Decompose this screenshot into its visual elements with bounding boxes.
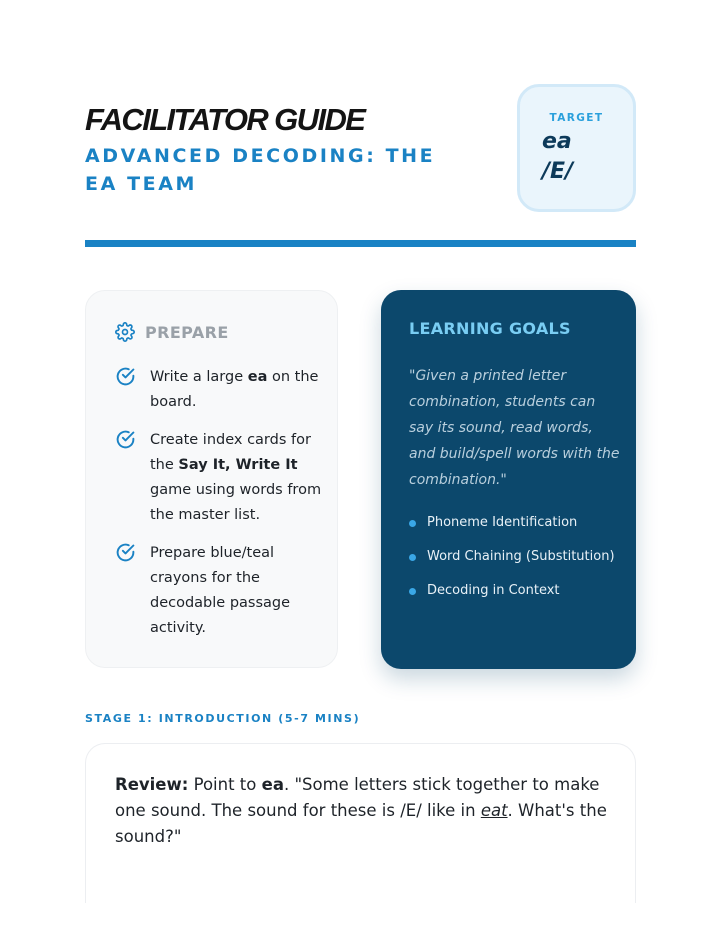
gear-icon xyxy=(115,322,135,342)
header-divider xyxy=(85,240,636,247)
goal-item xyxy=(409,512,619,534)
learning-goals-card xyxy=(381,290,636,669)
header xyxy=(85,84,636,214)
prepare-item-text: Write a large ea on the board. xyxy=(150,369,319,410)
prepare-title: PREPARE xyxy=(145,322,229,342)
goal-item-text: Phoneme Identification xyxy=(427,515,578,530)
prepare-item-text: Prepare blue/teal crayons for the decodable passage activity. xyxy=(150,545,291,636)
goal-item-text: Decoding in Context xyxy=(427,583,560,598)
check-circle-icon xyxy=(115,429,136,450)
target-label: TARGET xyxy=(549,112,604,124)
learning-goals-list xyxy=(409,512,619,614)
target-grapheme: ea xyxy=(542,129,572,154)
stage-1-card xyxy=(85,743,636,903)
review-text: Review: Point to ea. "Some letters stick together to make one sound. The sound for these is /E/ like in eat. What's the sound?" xyxy=(115,775,607,846)
prepare-list xyxy=(115,365,325,654)
goal-item xyxy=(409,546,619,568)
goal-item-text: Word Chaining (Substitution) xyxy=(427,549,615,564)
goal-item xyxy=(409,580,619,602)
stage-1-label: STAGE 1: INTRODUCTION (5-7 MINS) xyxy=(85,712,361,725)
bullet-dot-icon xyxy=(409,554,416,561)
bullet-dot-icon xyxy=(409,588,416,595)
prepare-item-text: Create index cards for the Say It, Write It game using words from the master list. xyxy=(150,432,322,523)
prepare-item xyxy=(115,428,325,528)
prepare-item xyxy=(115,541,325,641)
target-card xyxy=(517,84,636,212)
bullet-dot-icon xyxy=(409,520,416,527)
prepare-item xyxy=(115,365,325,415)
learning-goals-title: LEARNING GOALS xyxy=(409,319,571,338)
page-title: FACILITATOR GUIDE xyxy=(85,102,365,137)
prepare-card xyxy=(85,290,338,668)
page-subtitle: ADVANCED DECODING: THE EA TEAM xyxy=(85,145,436,195)
check-circle-icon xyxy=(115,366,136,387)
check-circle-icon xyxy=(115,542,136,563)
learning-goals-quote: "Given a printed letter combination, students can say its sound, read words, and build/spell words with the combination." xyxy=(409,368,620,488)
prepare-header xyxy=(115,321,229,343)
target-phoneme: /E/ xyxy=(542,159,574,184)
